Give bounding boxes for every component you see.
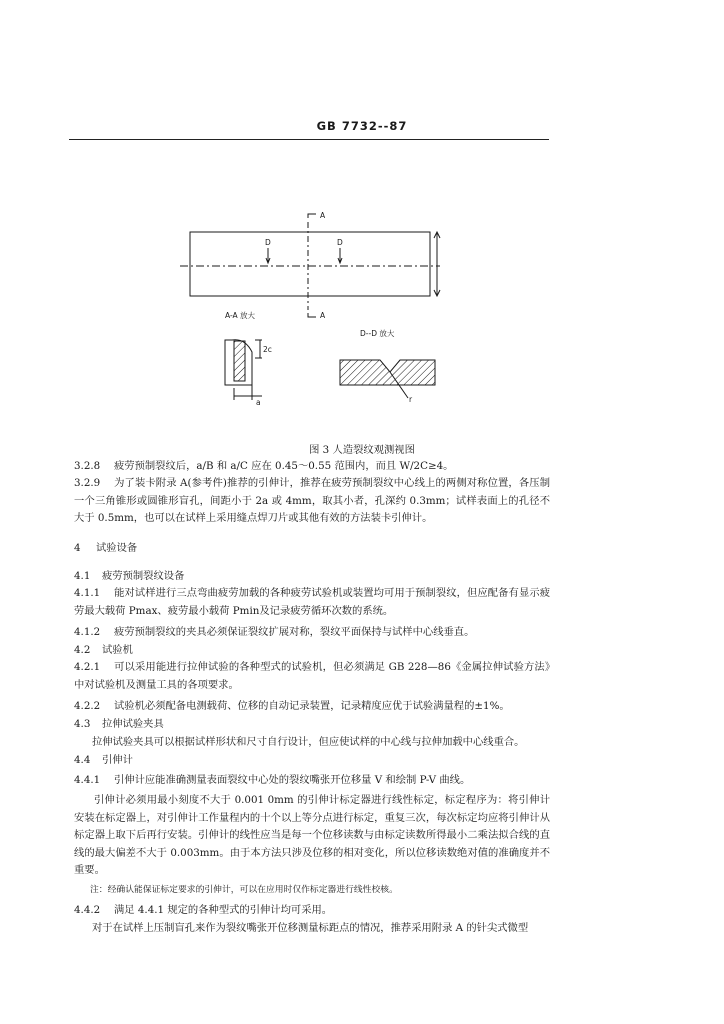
para-4-1-2 xyxy=(74,624,474,640)
specimen-top-view xyxy=(190,232,430,296)
page-header: GB 7732--87 xyxy=(316,119,408,133)
label-notch-r: r xyxy=(409,395,413,404)
para-number: 4.2.1 xyxy=(74,661,101,673)
section-number: 4.2 xyxy=(74,644,91,656)
label-dim-2c: 2c xyxy=(263,345,272,354)
label-d-right: D xyxy=(337,238,343,247)
para-4-4-1 xyxy=(74,772,470,788)
label-d-left: D xyxy=(265,238,271,247)
header-rule xyxy=(69,139,549,140)
para-number: 4.1.1 xyxy=(74,587,101,599)
para-number: 4.4.2 xyxy=(74,904,101,916)
section-aa-drawing xyxy=(225,340,262,400)
para-number: 4.2.2 xyxy=(74,700,101,712)
note: 注：经确认能保证标定要求的引伸计，可以在应用时仅作标定器进行线性校核。 xyxy=(90,885,398,895)
para-text: 试验机必须配备电测载荷、位移的自动记录装置，记录精度应优于试验满量程的±1%。 xyxy=(114,700,510,712)
section-title: 引伸计 xyxy=(102,754,133,766)
para-text: 疲劳预制裂纹后，a/B 和 a/C 应在 0.45～0.55 范围内，而且 W/2C≥4。 xyxy=(114,460,454,472)
section-title: 试验机 xyxy=(102,644,133,656)
para-text: 满足 4.4.1 规定的各种型式的引伸计均可采用。 xyxy=(114,904,333,916)
para-text: 可以采用能进行拉伸试验的各种型式的试验机，但必须满足 GB 228—86《金属拉伸试验方法》中对试验机及测量工具的各项要求。 xyxy=(74,661,550,691)
label-a-top: A xyxy=(320,211,326,220)
para-text: 引伸计应能准确测量表面裂纹中心处的裂纹嘴张开位移量 V 和绘制 P-V 曲线。 xyxy=(114,774,471,786)
para-number: 3.2.8 xyxy=(74,460,101,472)
para-4-2-2 xyxy=(74,698,510,714)
para-4-4-2 xyxy=(74,902,332,918)
section-arrow-top xyxy=(308,214,316,218)
para-text: 疲劳预制裂纹的夹具必须保证裂纹扩展对称，裂纹平面保持与试样中心线垂直。 xyxy=(114,626,475,638)
section-title: 试验设备 xyxy=(96,542,138,554)
para-4-4-2-body: 对于在试样上压制盲孔来作为裂纹嘴张开位移测量标距点的情况，推荐采用附录 A 的针尖式微型 xyxy=(92,922,529,934)
figure-caption: 图 3 人造裂纹观测视图 xyxy=(309,444,415,456)
para-text: 为了装卡附录 A(参考件)推荐的引伸计，推荐在疲劳预制裂纹中心线上的两侧对称位置，各压制一个三角锥形或圆锥形盲孔，间距小于 2a 或 4mm，取其小者，孔深约 0.3mm；试样表面上的孔径不大于 0.5mm，也可以在试样上采用缝点焊刀片或其他有效的方法装卡引伸计。 xyxy=(74,477,550,524)
section-number: 4.4 xyxy=(74,754,91,766)
para-3-2-8 xyxy=(74,458,453,474)
para-text: 能对试样进行三点弯曲疲劳加载的各种疲劳试验机或装置均可用于预制裂纹，但应配备有显示疲劳最大载荷 Pmax、疲劳最小载荷 Pmin及记录疲劳循环次数的系统。 xyxy=(74,587,550,617)
para-number: 4.1.2 xyxy=(74,626,101,638)
para-4-4-1-body: 引伸计必须用最小刻度不大于 0.001 0mm 的引伸计标定器进行线性标定，标定程序为：将引伸计安装在标定器上，对引伸计工作量程内的十个以上等分点进行标定，重复三次，每次标定均应将引伸计从标定器上取下后再行安装。引伸计的线性应当是每一个位移读数与由标定读数所得最小二乘法拟合线的直线的最大偏差不大于 0.003mm。由于本方法只涉及位移的相对变化，所以位移读数绝对值的准确度并不重要。 xyxy=(74,794,550,876)
para-4-2-1 xyxy=(74,659,550,694)
section-dd-drawing xyxy=(340,360,435,398)
section-title: 疲劳预制裂纹设备 xyxy=(102,570,185,582)
label-view-aa: A-A 放大 xyxy=(225,311,256,320)
section-4-1-heading xyxy=(74,568,184,584)
para-number: 4.4.1 xyxy=(74,774,101,786)
section-4-3-heading xyxy=(74,716,164,732)
para-4-3-body: 拉伸试验夹具可以根据试样形状和尺寸自行设计，但应使试样的中心线与拉伸加载中心线重合。 xyxy=(92,736,525,748)
section-number: 4.3 xyxy=(74,718,91,730)
label-a-bottom: A xyxy=(320,311,326,320)
section-4-4-heading xyxy=(74,752,133,768)
para-4-1-1 xyxy=(74,585,550,620)
section-4-2-heading xyxy=(74,642,133,658)
label-view-dd: D--D 放大 xyxy=(360,329,395,338)
para-number: 3.2.9 xyxy=(74,477,101,489)
section-arrow-bottom xyxy=(308,313,316,317)
section-4-heading xyxy=(74,540,137,556)
section-title: 拉伸试验夹具 xyxy=(102,718,164,730)
section-number: 4 xyxy=(74,542,81,554)
section-number: 4.1 xyxy=(74,570,91,582)
para-3-2-9 xyxy=(74,475,550,528)
figure-3 xyxy=(150,200,450,415)
label-dim-a: a xyxy=(256,398,261,407)
